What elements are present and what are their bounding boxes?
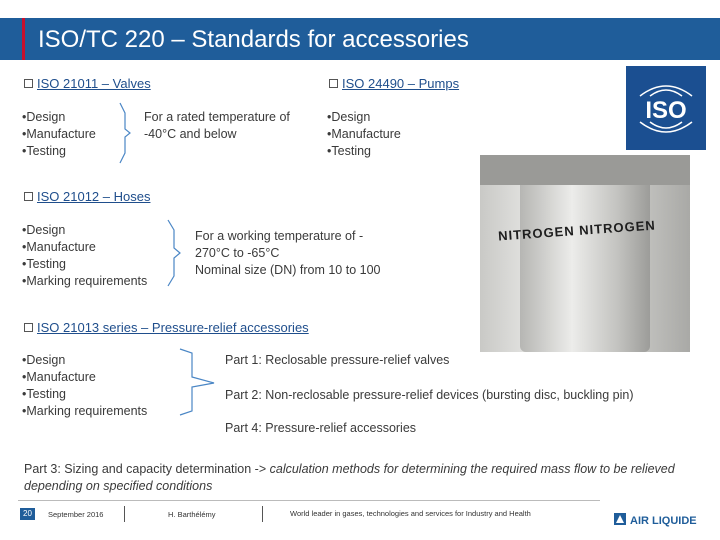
footer-date: September 2016: [48, 510, 104, 519]
list-item: • Testing: [327, 143, 401, 160]
air-liquide-logo: [612, 505, 712, 527]
list-item: • Marking requirements: [22, 273, 147, 290]
list-item: • Marking requirements: [22, 403, 147, 420]
checkbox-bullet-icon: [329, 79, 338, 88]
list-item: • Testing: [22, 143, 96, 160]
air-liquide-logo-text: AIR LIQUIDE: [630, 515, 697, 527]
valves-list: [22, 109, 96, 160]
list-item: • Design: [22, 352, 147, 369]
section-pumps-title[interactable]: ISO 24490 – Pumps: [329, 76, 459, 91]
list-item: • Design: [22, 222, 147, 239]
list-item: • Manufacture: [22, 369, 147, 386]
list-item: • Design: [327, 109, 401, 126]
page-title: ISO/TC 220 – Standards for accessories: [38, 26, 469, 53]
dewar-top: [480, 155, 690, 185]
page-number: 20: [20, 508, 35, 520]
title-accent-bar: [22, 18, 25, 60]
brace-icon: [178, 347, 218, 417]
list-item: • Manufacture: [22, 239, 147, 256]
iso-logo: [626, 66, 706, 150]
brace-icon: [166, 218, 182, 288]
hoses-list: [22, 222, 147, 290]
photo-label: NITROGEN NITROGEN: [497, 217, 657, 244]
nitrogen-dewar-photo: [480, 155, 690, 352]
pumps-list: [327, 109, 401, 160]
part-1: Part 1: Reclosable pressure-relief valves: [225, 353, 450, 367]
list-item: • Manufacture: [22, 126, 96, 143]
part-2: Part 2: Non-reclosable pressure-relief devices (bursting disc, buckling pin): [225, 388, 634, 402]
iso-logo-text: ISO: [645, 97, 687, 124]
footer-separator: [124, 506, 125, 522]
section-valves-title[interactable]: ISO 21011 – Valves: [24, 76, 151, 91]
pressure-relief-list: [22, 352, 147, 420]
list-item: • Testing: [22, 256, 147, 273]
checkbox-bullet-icon: [24, 192, 33, 201]
checkbox-bullet-icon: [24, 323, 33, 332]
hoses-note: For a working temperature of - 270°C to -65°C Nominal size (DN) from 10 to 100: [195, 229, 381, 277]
part-3-note: Part 3: Sizing and capacity determination -> calculation methods for determining the required mass flow to be relieved depending on specified conditions: [24, 462, 675, 493]
part-4: Part 4: Pressure-relief accessories: [225, 421, 417, 435]
brace-icon: [118, 101, 132, 165]
section-hoses-title[interactable]: ISO 21012 – Hoses: [24, 189, 150, 204]
footer-tagline: World leader in gases, technologies and services for Industry and Health: [290, 509, 531, 518]
valves-note: For a rated temperature of -40°C and below: [144, 110, 290, 141]
checkbox-bullet-icon: [24, 79, 33, 88]
footer-divider: [18, 500, 600, 501]
section-pressure-relief-title[interactable]: ISO 21013 series – Pressure-relief accessories: [24, 320, 309, 335]
list-item: • Testing: [22, 386, 147, 403]
footer-separator: [262, 506, 263, 522]
iso-globe-icon: [626, 66, 706, 150]
air-liquide-logo-icon: [612, 505, 712, 527]
list-item: • Design: [22, 109, 96, 126]
footer-author: H. Barthélémy: [168, 510, 216, 519]
list-item: • Manufacture: [327, 126, 401, 143]
title-bar: [0, 18, 720, 60]
